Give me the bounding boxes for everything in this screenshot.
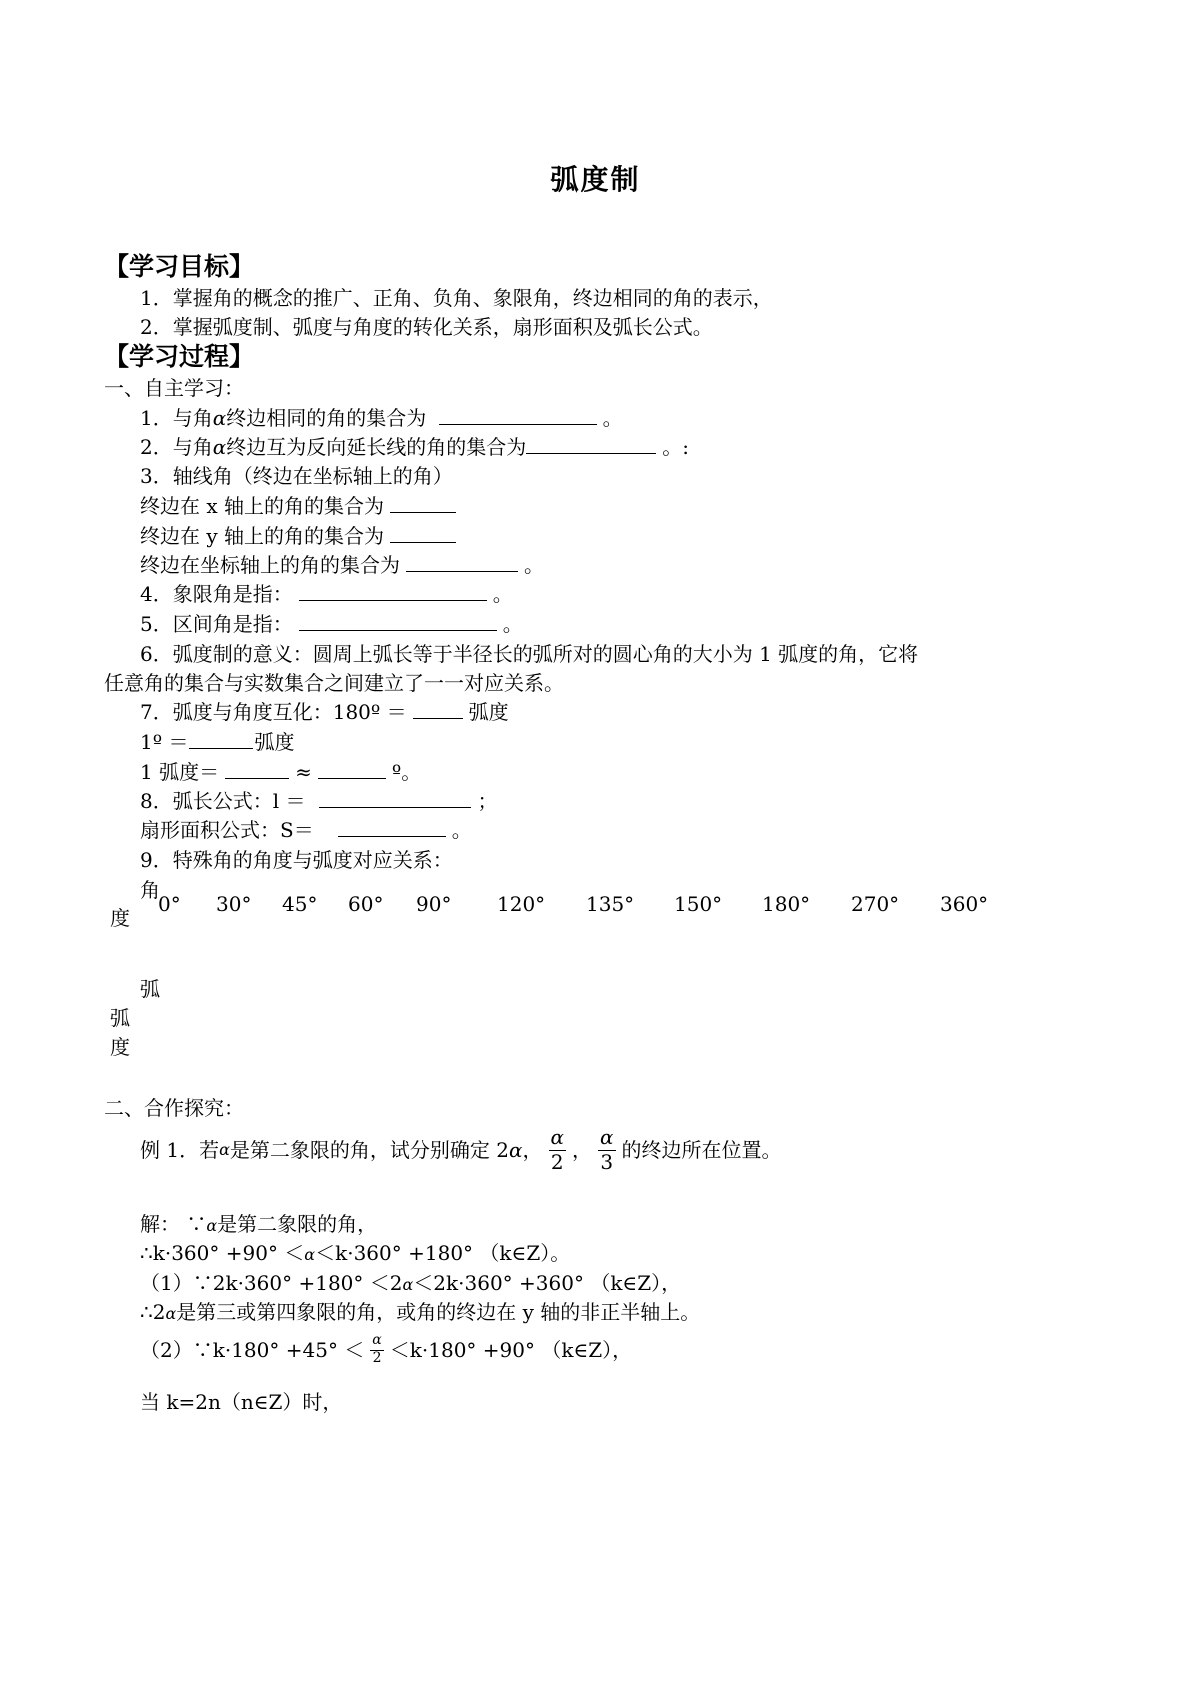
question-9: 9．特殊角的角度与弧度对应关系： [140,848,453,872]
answer-blank[interactable] [390,524,456,543]
question-1: 1．与角α终边相同的角的集合为 。 [140,406,623,430]
table-cell-angle: 270° [851,892,900,916]
question-6-cont: 任意角的集合与实数集合之间建立了一一对应关系。 [104,671,564,695]
question-5: 5．区间角是指： 。 [140,612,523,636]
question-3-axis: 终边在坐标轴上的角的集合为 。 [140,553,544,577]
answer-blank[interactable] [299,612,497,631]
alpha-symbol: α [206,1216,218,1235]
answer-blank[interactable] [338,818,446,837]
question-3-x: 终边在 x 轴上的角的集合为 [140,494,462,518]
answer-blank[interactable] [318,760,386,779]
table-cell-angle: 60° [348,892,384,916]
table-row-label: 度 [110,906,130,930]
question-7-deg: 1º ＝ 弧度 [140,730,295,754]
table-row-label: 角 [140,878,160,902]
solution-line: （2）∵k·180° +45° ＜ $\frac{\alpha}{2}$ ＜k·180° +90° （k∈Z）， [140,1332,633,1366]
table-cell-angle: 90° [416,892,452,916]
goal-item: 2．掌握弧度制、弧度与角度的转化关系，扇形面积及弧长公式。 [140,315,713,339]
table-cell-angle: 30° [216,892,252,916]
alpha-symbol: α [212,406,227,430]
answer-blank[interactable] [319,789,471,808]
table-row-label: 弧 [140,977,160,1001]
table-row-label: 弧 [110,1006,130,1030]
alpha-symbol: α [212,435,227,459]
alpha-symbol: α [304,1245,316,1264]
table-cell-angle: 150° [674,892,723,916]
question-4: 4．象限角是指： 。 [140,582,513,606]
solution-line: （1）∵2k·360° +180° ＜2α＜2k·360° +360° （k∈Z）， [140,1271,682,1295]
table-cell-angle: 120° [497,892,546,916]
table-cell-angle: 0° [158,892,181,916]
process-heading: 【学习过程】 [104,342,255,371]
question-7: 7．弧度与角度互化：180º ＝ 弧度 [140,700,509,724]
example-1: 例 1．若 α 是第二象限的角，试分别确定 2 α ， $\frac{\alpha}{2}$ ， $\frac{\alpha}{3}$ 的终边所在位置。 [140,1125,782,1174]
solution-line: ∴k·360° +90° ＜α＜k·360° +180° （k∈Z）。 [140,1241,571,1265]
alpha-symbol: α [402,1275,414,1294]
answer-blank[interactable] [439,406,597,425]
fraction-alpha-over-2: $\frac{\alpha}{2}$ [550,1125,565,1174]
answer-blank[interactable] [225,760,289,779]
table-row-label: 度 [110,1035,130,1059]
table-cell-angle: 180° [762,892,811,916]
question-2: 2．与角α终边互为反向延长线的角的集合为 。: [140,435,689,459]
page-title: 弧度制 [550,163,641,196]
question-7-rad: 1 弧度＝ ≈ º。 [140,760,422,784]
question-3-y: 终边在 y 轴上的角的集合为 [140,524,462,548]
answer-blank[interactable] [406,553,518,572]
alpha-symbol: α [219,1139,230,1159]
alpha-symbol: α [509,1137,523,1162]
goals-heading: 【学习目标】 [104,252,255,281]
section-heading: 二、合作探究： [104,1096,244,1120]
table-cell-angle: 135° [586,892,635,916]
answer-blank[interactable] [299,582,487,601]
alpha-symbol: α [165,1304,177,1323]
solution-line: 解： ∵α是第二象限的角， [140,1212,378,1236]
question-3: 3．轴线角（终边在坐标轴上的角） [140,464,453,488]
question-8: 8．弧长公式：l ＝ ； [140,789,498,813]
solution-line: ∴2α是第三或第四象限的角，或角的终边在 y 轴的非正半轴上。 [140,1300,701,1324]
answer-blank[interactable] [413,700,463,719]
question-8-area: 扇形面积公式：S＝ 。 [140,818,472,842]
section-heading: 一、自主学习： [104,376,244,400]
table-cell-angle: 360° [940,892,989,916]
fraction-alpha-over-2: $\frac{\alpha}{2}$ [372,1332,382,1366]
answer-blank[interactable] [390,494,456,513]
fraction-alpha-over-3: $\frac{\alpha}{3}$ [600,1125,614,1174]
question-6: 6．弧度制的意义：圆周上弧长等于半径长的弧所对的圆心角的大小为 1 弧度的角，它将 [140,642,919,666]
goal-item: 1．掌握角的概念的推广、正角、负角、象限角，终边相同的角的表示， [140,286,773,310]
table-cell-angle: 45° [282,892,318,916]
answer-blank[interactable] [526,435,656,454]
solution-line: 当 k=2n（n∈Z）时， [140,1390,343,1414]
answer-blank[interactable] [189,730,253,749]
